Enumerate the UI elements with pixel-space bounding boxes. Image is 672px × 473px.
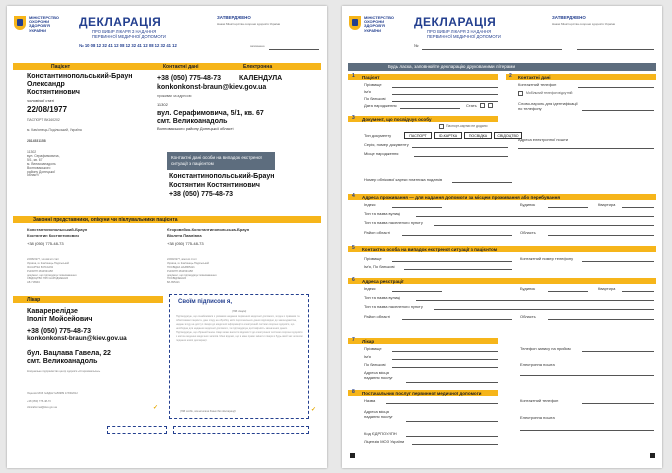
birth-place: м. Кам'янець-Подільський, Україна bbox=[27, 128, 82, 132]
reg-building-label: Будинок bbox=[520, 286, 536, 291]
check-mark-icon: ✓ bbox=[153, 405, 159, 411]
no-mobile-label: Мобільний телефон відсутній bbox=[526, 91, 573, 95]
doctor-patronymic-label: По батькові bbox=[364, 362, 386, 367]
doctor-name: Іполіт Мойсейович bbox=[27, 316, 93, 323]
birthplace-label: Місце народження bbox=[364, 151, 399, 156]
doctor-surname: Кавареpелідзе bbox=[27, 308, 78, 315]
reg-flat-label: Квартира bbox=[598, 286, 616, 291]
patient-dob: 22/08/1977 bbox=[27, 105, 68, 114]
doctype-id-card[interactable]: ID-КАРТКА bbox=[434, 132, 462, 139]
docno-field[interactable] bbox=[412, 147, 508, 148]
doctor-name-field[interactable] bbox=[392, 359, 498, 360]
residence-city: смт. Великоанадоль bbox=[157, 118, 228, 125]
doctor-phone-field[interactable] bbox=[582, 351, 654, 352]
license-field[interactable] bbox=[412, 444, 498, 445]
doctor-email: konkonkonst-braun@kiev.gov.ua bbox=[27, 335, 127, 342]
patient-name: Олександр bbox=[27, 81, 65, 88]
page-subtitle: ПРО ВИБІР ЛІКАРЯ З НАДАННЯ ПЕРВИННОЇ МЕДИЧНОЇ ДОПОМОГИ bbox=[92, 29, 166, 39]
facility-email-label: Електронна пошта bbox=[520, 415, 555, 420]
facility-address-field[interactable] bbox=[406, 421, 498, 422]
facility-phone-label: Контактний телефон bbox=[520, 398, 559, 403]
registration-address: 11302 вул. Серафимовича, 5/1, кв. 67 м. Великоанадоль Волноваського району Донецької області bbox=[27, 150, 60, 178]
sex-female-checkbox[interactable] bbox=[488, 103, 493, 108]
facility-name-label: Назва bbox=[364, 398, 376, 403]
page-subtitle: ПРО ВИБІР ЛІКАРЯ З НАДАННЯ ПЕРВИННОЇ МЕДИЧНОЇ ДОПОМОГИ bbox=[427, 29, 501, 39]
taxid-field[interactable] bbox=[452, 182, 512, 183]
reg-settlement-field[interactable] bbox=[434, 309, 654, 310]
doctor-email-field[interactable] bbox=[520, 375, 654, 376]
docno-label: Серія, номер документу bbox=[364, 142, 409, 147]
rnokpp-value: 2814531158 bbox=[27, 139, 46, 143]
instructions-banner: Будь ласка, заповнюйте декларацію друкованими літерами bbox=[348, 63, 656, 71]
rep2-surname: Єгоровейко-Константинопольська-Браун bbox=[167, 227, 250, 232]
rep1-phone: +38 (050) 775-48-73 bbox=[27, 241, 64, 246]
section-4-bar: Адреса проживання — для надання допомоги за місцем проживання або перебування bbox=[348, 194, 656, 200]
reg-flat-field[interactable] bbox=[622, 291, 654, 292]
flat-field[interactable] bbox=[622, 207, 654, 208]
emergency-contact-header: Контактні дані особи на випадок екстреної ситуації з пацієнтом bbox=[167, 152, 275, 170]
flat-label: Квартира bbox=[598, 202, 616, 207]
rep1-surname: Константинопольський-Браун bbox=[27, 227, 88, 232]
email-label: Адреса електронної пошти bbox=[518, 137, 569, 142]
building-field[interactable] bbox=[548, 207, 588, 208]
district-label: Район області bbox=[364, 230, 391, 235]
patient-sex: чоловічої статі bbox=[27, 98, 55, 103]
section-6-bar: Адреса реєстрації bbox=[348, 278, 656, 284]
passport-value: ПАСПОРТ ВК160202 bbox=[27, 118, 60, 122]
section-2-bar: Контактні дані bbox=[506, 74, 656, 80]
phone-field[interactable] bbox=[578, 87, 654, 88]
rep2-name: Віолета Павлівна bbox=[167, 233, 202, 238]
reg-street-field[interactable] bbox=[416, 300, 654, 301]
declaration-page-blank: МІНІСТЕРСТВО ОХОРОНИ ЗДОРОВ'Я УКРАЇНИ ДЕКЛАРАЦІЯ ПРО ВИБІР ЛІКАРЯ З НАДАННЯ ПЕРВИННОЇ МЕДИЧНОЇ ДОПОМОГИ ЗАТВЕРДЖЕНО Наказ Міністерства охорони здоров'я України № Будь ласка, заповнюйте декларацію друкованими літерами Пацієнт 1 Прізвище Ім'я По батькові Дата народження Стать Контактні дані 2 Контактний телефон Мобільний телефон відсутній Слово-пароль для ідентифікації по телефону Адреса електронної пошти Документ, що посвідчує особу 3 Паспорт-картки не додано Тип документу ПАСПОРТ ID-КАРТКА ПОСВІДКА СВІДОЦТВО Серія, номер документу Місце народження Номер облікової картки платника податків Адреса проживання — для надання допомоги за місцем проживання або перебування 4 Індекс Будинок Квартира Тип та назва вулиці Тип та назва населеного пункту Район області Область Контактна особа на випадок екстреної ситуації з пацієнтом 5 Прізвище Контактний номер телефону Ім'я, По батькові Адреса реєстрації 6 Індекс Будинок Квартира Тип та назва вулиці Тип та назва населеного пункту Район області Область Лікар 7 Прізвище Ім'я По батькові Адреса місця надання послуг Телефон запису на прийом Електронна пошта Постачальник послуг первинної медичної допомоги 8 Назва Адреса місця надання послуг Код ЄДРПОУ/ІПН Ліцензія МОЗ України Контактний телефон Електронна пошта bbox=[342, 6, 662, 468]
doctor-address-label: Адреса місця надання послуг bbox=[364, 370, 393, 380]
trident-logo-icon bbox=[14, 16, 26, 30]
sex-male-checkbox[interactable] bbox=[480, 103, 485, 108]
section-5-bar: Контактна особа на випадок екстреної ситуації з пацієнтом bbox=[348, 246, 656, 252]
rep1-details: 22/08/1977, чоловічої статі Україна, м. Кам'янець-Подільський ID-КАРТКА 847102/02 РНОКПП 2814531158 документ, що підтверджує повноваження СВІДОЦТВО ПРО НАРОДЖЕННЯ АБ 718994 bbox=[27, 258, 77, 285]
patient-phone: +38 (050) 775-48-73 bbox=[157, 75, 222, 82]
reg-district-field[interactable] bbox=[402, 319, 512, 320]
doctor-surname-label: Прізвище bbox=[364, 346, 382, 351]
approved-by: Наказ Міністерства охорони здоров'я України bbox=[217, 22, 281, 26]
residence-zip: 11302 bbox=[157, 102, 168, 107]
doctor-address-street: бул. Вацлава Гавела, 22 bbox=[27, 350, 111, 357]
street-label: Тип та назва вулиці bbox=[364, 211, 401, 216]
rep2-details: 22/09/1977, жіночої статі Україна, м. Кам'янець-Подільський ПОСВІДКА НАЗ865421 РНОКПП 2814531158 документ, що підтверджує повноваження ПОСВІДЧЕННЯ ВА 895421 bbox=[167, 258, 217, 285]
emergency-surname: Константинопольський-Браун bbox=[169, 173, 275, 180]
surname-field[interactable] bbox=[392, 87, 498, 88]
emergency-name-label: Ім'я, По батькові bbox=[364, 264, 395, 269]
settlement-field[interactable] bbox=[434, 225, 654, 226]
facility-phone-field[interactable] bbox=[582, 403, 654, 404]
edrpou-label: Код ЄДРПОУ/ІПН bbox=[364, 431, 397, 436]
doctype-passport[interactable]: ПАСПОРТ bbox=[404, 132, 432, 139]
doctor-phone: +38 (050) 775-48-73 bbox=[27, 328, 92, 335]
doctor-patronymic-field[interactable] bbox=[392, 367, 498, 368]
page-title: ДЕКЛАРАЦІЯ bbox=[414, 15, 497, 29]
facility-name-field[interactable] bbox=[386, 403, 498, 404]
doctor-section-bar: Лікар bbox=[13, 296, 163, 303]
facility-address-label: Адреса місця надання послуг bbox=[364, 409, 393, 419]
reg-building-field[interactable] bbox=[548, 291, 588, 292]
doctor-name-label: Ім'я bbox=[364, 354, 371, 359]
approved-label: ЗАТВЕРДЖЕНО bbox=[217, 15, 251, 20]
emergency-phone-label: Контактний номер телефону bbox=[520, 256, 574, 261]
statement-text: Підтверджую, що ознайомився з умовами надання первинної медичної допомоги, згоден з правами та обов'язками пацієнта, даю згоду на обробку моїх персональних даних відповідно до законодавства, надаю згоду на доступ лікаря до медичної інформації в електронній системі охорони здоров'я, що необхідна для надання медичної допомоги, та підтверджую достовірність зазначених даних. Підтверджую, що обраний мною лікар може вносити відомості до електронної системи охорони здоров'я з метою ведення медичних записів. Мені відомо, що я маю право змінити лікаря в будь-який час шляхом подання нової декларації. bbox=[176, 315, 303, 343]
emergency-name-field[interactable] bbox=[404, 269, 512, 270]
patronymic-label: По батькові bbox=[364, 96, 386, 101]
doctype-label: Тип документу bbox=[364, 133, 392, 138]
oblast-label: Область bbox=[520, 230, 536, 235]
section-3-bar: Документ, що посвідчує особу bbox=[348, 116, 498, 122]
district-field[interactable] bbox=[402, 235, 512, 236]
residence-label: проживає за адресою: bbox=[157, 94, 193, 98]
dob-label: Дата народження bbox=[364, 103, 397, 108]
sex-label: Стать bbox=[466, 103, 477, 108]
index-label: Індекс bbox=[364, 202, 376, 207]
rep2-phone: +38 (050) 775-48-73 bbox=[167, 241, 204, 246]
declaration-page-filled bbox=[7, 6, 327, 468]
edrpou-field[interactable] bbox=[406, 436, 498, 437]
facility-email-field[interactable] bbox=[520, 430, 654, 431]
patient-section-bar: Пацієнт Контактні дані Електронна bbox=[13, 63, 321, 70]
rep1-name: Костянтин Костянтинович bbox=[27, 233, 79, 238]
no-id-label: Паспорт-картки не додано bbox=[446, 124, 488, 128]
password-word: КАЛЕНДУЛА bbox=[239, 75, 283, 82]
reg-district-label: Район області bbox=[364, 314, 391, 319]
section-1-bar: Пацієнт bbox=[348, 74, 498, 80]
approved-label: ЗАТВЕРДЖЕНО bbox=[552, 15, 586, 20]
birthplace-field[interactable] bbox=[414, 156, 508, 157]
reg-index-label: Індекс bbox=[364, 286, 376, 291]
residence-street: вул. Серафимовича, 5/1, кв. 67 bbox=[157, 110, 264, 117]
doctor-surname-field[interactable] bbox=[392, 351, 498, 352]
check-mark-icon: ✓ bbox=[311, 407, 317, 413]
password-label: Слово-пароль для ідентифікації по телефону bbox=[518, 101, 578, 111]
no-id-checkbox[interactable] bbox=[439, 124, 444, 129]
no-mobile-checkbox[interactable] bbox=[518, 91, 523, 96]
dob-field[interactable] bbox=[400, 108, 460, 109]
trident-logo-icon bbox=[349, 16, 361, 30]
password-field[interactable] bbox=[582, 110, 654, 111]
reg-oblast-field[interactable] bbox=[548, 319, 654, 320]
facility-email: clinicaformat@kiev.gov.ua bbox=[27, 406, 57, 409]
reg-index-field[interactable] bbox=[392, 291, 442, 292]
settlement-label: Тип та назва населеного пункту bbox=[364, 220, 423, 225]
facility-phone: +38 (050) 775-48-73 bbox=[27, 400, 51, 403]
residence-region: Волноваського району Донецької області bbox=[157, 126, 234, 131]
patient-signature-field[interactable] bbox=[173, 426, 309, 434]
surname-label: Прізвище bbox=[364, 82, 382, 87]
reg-settlement-label: Тип та назва населеного пункту bbox=[364, 304, 423, 309]
doctor-phone-label: Телефон запису на прийом bbox=[520, 346, 571, 351]
facility-license: Ліцензія МОЗ №ЗДН2 №56989 17/09/2012 bbox=[27, 392, 78, 395]
facility-name: Комунальне підприємство центр здоров'я «Староковельськ» bbox=[27, 370, 101, 373]
emergency-phone: +38 (050) 775-48-73 bbox=[169, 191, 234, 198]
number-label: № bbox=[414, 43, 419, 48]
patient-patronymic: Костянтинович bbox=[27, 89, 80, 96]
street-field[interactable] bbox=[416, 216, 654, 217]
building-label: Будинок bbox=[520, 202, 536, 207]
doctor-signature-field[interactable] bbox=[107, 426, 167, 434]
declaration-number: № 10 08 12 32 41 12 08 12 32 41 12 08 12 32 41 12 bbox=[79, 43, 177, 48]
doctype-certificate[interactable]: СВІДОЦТВО bbox=[494, 132, 522, 139]
section-8-bar: Постачальник послуг первинної медичної допомоги bbox=[348, 390, 498, 396]
registration-mark-icon bbox=[350, 453, 355, 458]
section-7-bar: Лікар bbox=[348, 338, 498, 344]
filled-date-label: заповнено bbox=[250, 44, 265, 48]
index-field[interactable] bbox=[392, 207, 442, 208]
emergency-phone-field[interactable] bbox=[582, 261, 654, 262]
patient-email: konkonkonst-braun@kiev.gov.ua bbox=[157, 84, 267, 91]
reg-street-label: Тип та назва вулиці bbox=[364, 295, 401, 300]
patient-surname: Константинопольський-Браун bbox=[27, 73, 133, 80]
ministry-name: МІНІСТЕРСТВО ОХОРОНИ ЗДОРОВ'Я УКРАЇНИ bbox=[29, 15, 60, 33]
emergency-surname-field[interactable] bbox=[392, 261, 512, 262]
license-label: Ліцензія МОЗ України bbox=[364, 439, 405, 444]
signature-statement-box: Своїм підписом я, (ПІБ лікаря) Підтверджую, що ознайомився з умовами надання первинної медичної допомоги, згоден з правами та обов'язками пацієнта, даю згоду на обробку моїх персональних даних відповідно до законодавства, надаю згоду на доступ лікаря до медичної інформації в електронній системі охорони здоров'я, що необхідна для надання медичної допомоги, та підтверджую достовірність зазначених даних. Підтверджую, що обраний мною лікар може вносити відомості до електронної системи охорони здоров'я з метою ведення медичних записів. Мені відомо, що я маю право змінити лікаря в будь-який час шляхом подання нової декларації. (ПІБ особи, яка вписала бланк без декларації) bbox=[169, 294, 309, 419]
emergency-name: Костянтин Костянтинович bbox=[169, 182, 260, 189]
legal-representatives-bar: Законні представники, опікуни чи піклувальники пацієнта bbox=[13, 216, 321, 223]
reg-oblast-label: Область bbox=[520, 314, 536, 319]
patronymic-field[interactable] bbox=[392, 101, 498, 102]
ministry-name: МІНІСТЕРСТВО ОХОРОНИ ЗДОРОВ'Я УКРАЇНИ bbox=[364, 15, 395, 33]
doctor-address-city: смт. Великоанадоль bbox=[27, 358, 98, 365]
name-label: Ім'я bbox=[364, 89, 371, 94]
registration-mark-icon bbox=[650, 453, 655, 458]
oblast-field[interactable] bbox=[548, 235, 654, 236]
doctype-residence-permit[interactable]: ПОСВІДКА bbox=[464, 132, 492, 139]
page-title: ДЕКЛАРАЦІЯ bbox=[79, 15, 162, 29]
taxid-label: Номер облікової картки платника податків bbox=[364, 177, 443, 182]
name-field[interactable] bbox=[392, 94, 498, 95]
email-field[interactable] bbox=[518, 148, 654, 149]
doctor-email-label: Електронна пошта bbox=[520, 362, 555, 367]
emergency-surname-label: Прізвище bbox=[364, 256, 382, 261]
approved-by: Наказ Міністерства охорони здоров'я України bbox=[552, 22, 616, 26]
phone-label: Контактний телефон bbox=[518, 82, 557, 87]
doctor-address-field[interactable] bbox=[406, 382, 498, 383]
